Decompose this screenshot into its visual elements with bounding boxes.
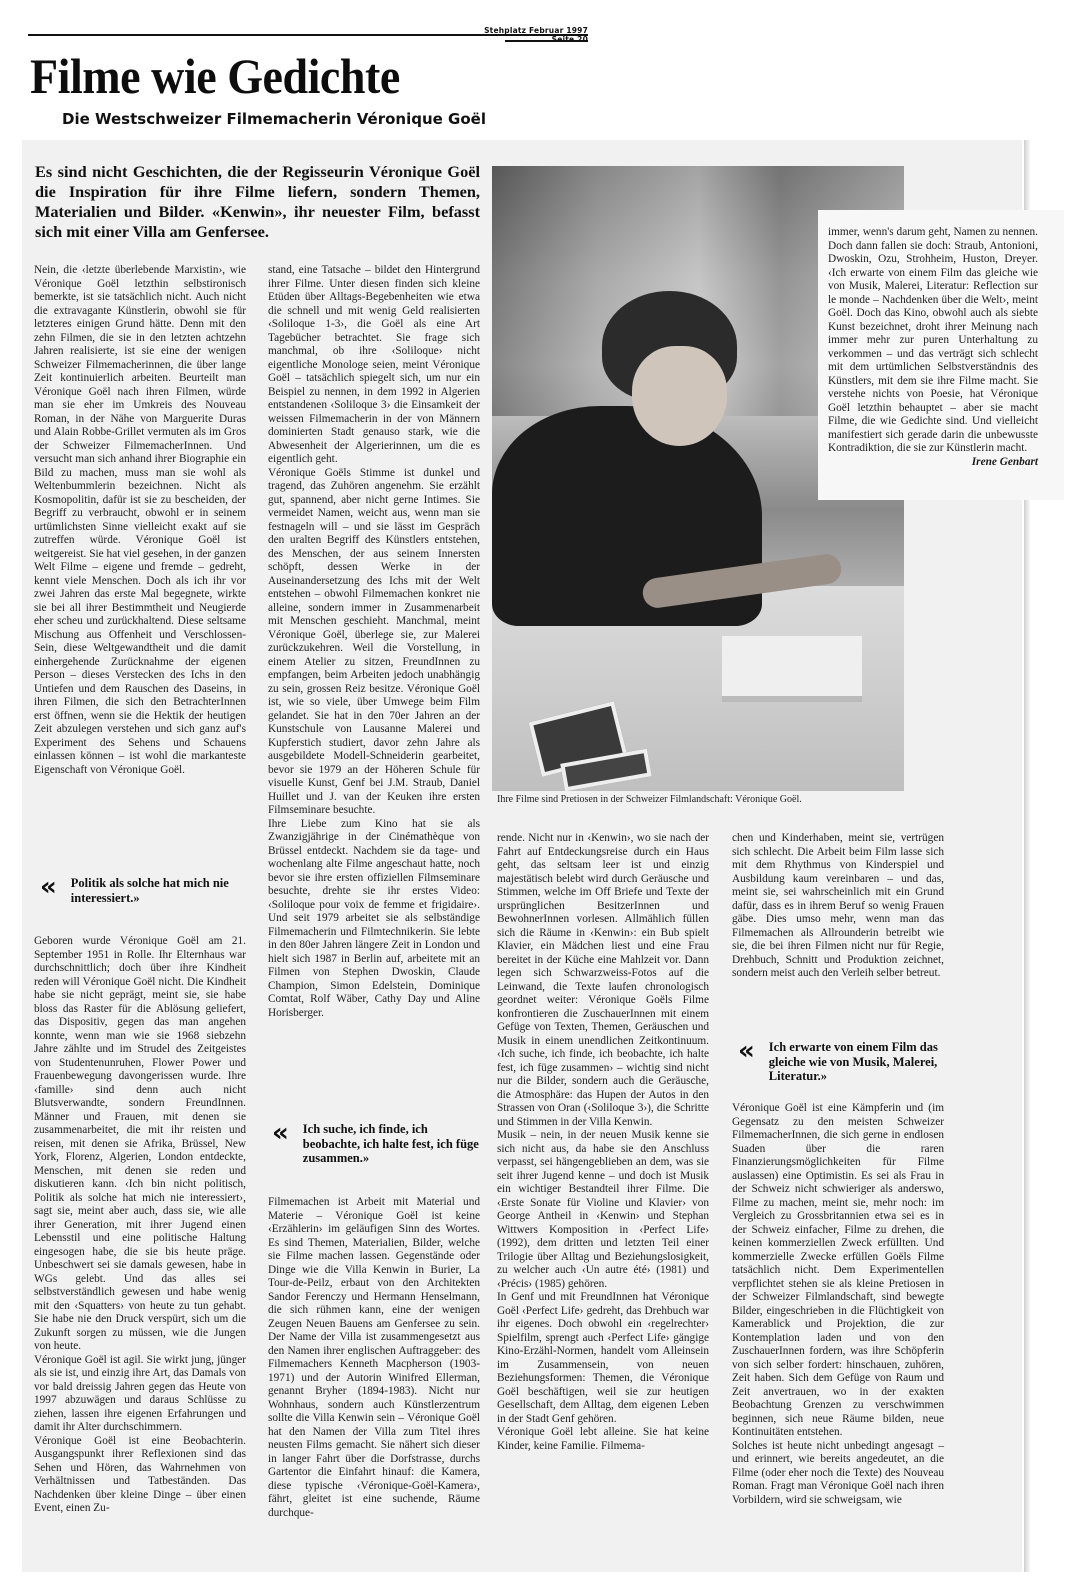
continuation-text <box>818 210 1038 468</box>
paragraph: Nein, die ‹letzte überlebende Marxistin›, wie Véronique Goël letzthin selbstironisch bemerkte, ist sie tatsächlich nicht. Auch nicht die extravagante Künstlerin, obwohl sie für letzteres einigen Grund hätte. Denn mit den zehn Filmen, die sie in den letzten achtzehn Jahren realisierte, ist sie eine der wenigen Schweizer Filmemacherinnen, die über lange Zeit kontinuierlich arbeiten. Beurteilt man Véronique Goël nach ihren Filmen, würde man sie eher im Umkreis des Nouveau Roman, in der Nähe von Marguerite Duras und Alain Robbe-Grillet vermuten als im Gros der Schweizer FilmemacherInnen. Und versucht man sich anhand ihrer Biographie ein Bild zu machen, muss man sie wohl als Weltenbummlerin bezeichnen. Nicht als Kosmopolitin, dafür ist sie zu bescheiden, der Begriff zu verbraucht, obwohl er in seinem urtümlichsten Sinne vielleicht exakt auf sie zutreffen würde. Véronique Goël ist weitgereist. Sie hat viel gesehen, in der ganzen Welt Filme – eigene und fremde – gedreht, kennt viele Menschen. Doch als ich ihr vor zwei Jahren das erste Mal begegnete, wirkte sie bei all ihrer Bestimmtheit und Neugierde eher scheu und zurückhaltend. Diese seltsame Mischung aus Offenheit und Verschlossen-Sein, diese Weltgewandtheit und die damit einhergehende Zurücknahme der eigenen Person – dieses Verstecken des Ichs in den Untiefen und dem Rauschen des Daseins, in ihren Filmen, die sich den BetrachterInnen erst öffnen, wenn sie die Hektik der heutigen Zeit abzulegen verstehen und sich ganz auf's Experiment des Sehens und Schauens einlassen können – ist wohl die markanteste Eigenschaft von Véronique Goël. <box>34 264 246 776</box>
photo-person-face <box>632 346 727 446</box>
column-4-top <box>732 832 944 981</box>
lead-paragraph: Es sind nicht Geschichten, die der Regisseurin Véronique Goël die Inspiration für ihre Filme liefern, sondern Themen, Materialien und Bilder. «Kenwin», ihr neuester Film, befasst sich mit einer Villa am Genfersee. <box>35 162 480 241</box>
column-2-top <box>268 264 480 1020</box>
paragraph: In Genf und mit FreundInnen hat Véronique Goël ‹Perfect Life› gedreht, das Drehbuch war ihr eigenes. Doch obwohl ein ‹regelrechter› Spielfilm, sprengt auch ‹Perfect Life› gängige Kino-Erzähl-Normen, handelt vom Alleinsein im Zusammensein, von neuen Beziehungsformen: Themen, die Véronique Goël beschäftigen, weil sie zur heutigen Gesellschaft, dem Alltag, dem eigenen Leben in der Stadt Genf gehören. <box>497 1291 709 1425</box>
paragraph: rende. Nicht nur in ‹Kenwin›, wo sie nach der Fahrt auf Entdeckungsreise durch ein Haus geht, das seltsam leer ist und einzig majestätisch belebt wird durch Geräusche und Stimmen, welche im Off Briefe und Texte der ursprünglichen BesitzerInnen und BewohnerInnen vorlesen. Allmählich füllen sich die Räume in ‹Kenwin›: ein Bub spielt Klavier, ein Mädchen liest und eine Frau bereitet in der Küche eine Mahlzeit vor. Dann legen sich Schwarzweiss-Fotos auf die Leinwand, die Texte laufen chronologisch geordnet weiter: Véronique Goëls Filme konfrontieren die ZuschauerInnen mit einem Gefüge von Texten, Themen, Geräuschen und Musik in einem unendlichen Zeitkontinuum. ‹Ich suche, ich finde, ich beobachte, ich halte fest, ich füge zusammen› – wichtig sind nicht nur die Bilder, sondern auch die Geräusche, die Atmosphäre: das Hupen der Autos in den Strassen von Oran (‹Soliloque 3›), die Schritte und Stimmen in der Villa Kenwin. <box>497 832 709 1128</box>
headline: Filme wie Gedichte <box>30 48 400 104</box>
paragraph: Véronique Goël ist eine Beobachterin. Ausgangspunkt ihrer Reflexionen sind das Sehen und Hören, das Wahrnehmen von Verhältnissen und Tatbeständen. Das Nachdenken über kleine Dinge – über einen Event, einen Zu- <box>34 1434 246 1514</box>
paragraph: Véronique Goël ist agil. Sie wirkt jung, jünger als sie ist, und einzig ihre Art, das Damals von vor bald dreissig Jahren gegen das Heute von 1997 abzuwägen und daraus Schlüsse zu ziehen, lassen ihre eigenen Erfahrungen und damit ihr Alter durchschimmern. <box>34 1353 246 1433</box>
photo-paper-stack <box>722 636 862 702</box>
continuation-box <box>818 210 1064 500</box>
paragraph: Filmemachen ist Arbeit mit Material und Materie – Véronique Goël ist keine ‹Erzählerin› im geläufigen Sinn des Wortes. Es sind Themen, Materialien, Bilder, welche sie Filme machen lassen. Gegenstände oder Dinge wie die Villa Kenwin in Burier, La Tour-de-Peilz, erbaut von den Architekten Sandor Ferenczy und Hermann Henselmann, die sich rühmen kann, eine der wenigen Zeugen Neuen Bauens am Genfersee zu sein. Der Name der Villa ist zusammengesetzt aus den Namen ihrer englischen Auftraggeber: des Filmemachers Kenneth Macpherson (1903-1971) und der Autorin Winifred Ellerman, genannt Bryher (1894-1983). Nicht nur Wohnhaus, sondern auch Künstlerzentrum sollte die Villa Kenwin sein – Véronique Goël hat den Namen der Villa zum Titel ihres neusten Films gemacht. Sie nähert sich dieser in langer Fahrt über die Dorfstrasse, durchs Gartentor die Einfahrt hinauf: die Kamera, diese typische ‹Véronique-Goël-Kamera›, fährt, gleitet ist eine suchende, Räume durchque- <box>268 1196 480 1519</box>
paragraph: chen und Kinderhaben, meint sie, vertrügen sich schlecht. Die Arbeit beim Film lasse sich mit dem Rhythmus von Kinderspiel und Ausbildung kaum vereinbaren – und das, meint sie, sei wahrscheinlich mit ein Grund dafür, dass es in ihrem Beruf so wenig Frauen gäbe. Dies umso mehr, wenn man das Filmemachen als Allrounderin betreibt wie sie, die bei ihren Filmen nicht nur für Regie, Drehbuch, Schnitt und Produktion zeichnet, sondern meist auch den Verleih selber betreut. <box>732 832 944 979</box>
author-byline: Irene Genbart <box>971 455 1038 468</box>
pull-quote-2 <box>272 1118 482 1166</box>
pull-quote-text: Ich suche, ich finde, ich beobachte, ich halte fest, ich füge zusammen.» <box>302 1122 479 1165</box>
paragraph: stand, eine Tatsache – bildet den Hintergrund ihrer Filme. Unter diesen finden sich kleine Etüden über Alltags-Begebenheiten wie etwa die schnell und mit wenig Geld realisierten ‹Soliloque 1-3›, die Goël als eine Art Tagebücher betrachtet. Sie frage sich manchmal, ob ihre ‹Soliloque› nicht eigentliche Monologe seien, meint Véronique Goël – tatsächlich spiegelt sich, um nur ein Beispiel zu nennen, in dem 1992 in Algerien entstandenen ‹Soliloque 3› die Einsamkeit der weissen Filmemacherin in der von Männern dominierten Stadt genauso stark, wie die Abwesenheit der Algerierinnen, um die es eigentlich geht. <box>268 264 480 465</box>
photo-caption: Ihre Filme sind Pretiosen in der Schweizer Filmlandschaft: Véronique Goël. <box>497 794 802 805</box>
column-1-top <box>34 264 246 777</box>
column-3 <box>497 832 709 1453</box>
pull-quote-text: Politik als solche hat mich nie interessiert.» <box>70 876 229 905</box>
column-1-bottom <box>34 935 246 1516</box>
paragraph: Solches ist heute nicht unbedingt angesagt – und erinnert, wie bereits angedeutet, an die Filme (oder eher noch die Texte) des Nouveau Roman. Fragt man Véronique Goël nach ihren Vorbildern, wird sie schweigsam, wie <box>732 1439 944 1506</box>
quote-mark-icon: « <box>40 872 57 902</box>
quote-mark-icon: « <box>738 1036 755 1066</box>
paragraph: Véronique Goël ist eine Kämpferin und (im Gegensatz zu den meisten Schweizer FilmemacherInnen, die sich gerne in endlosen Suaden über die raren Finanzierungsmöglichkeiten für Filme auslassen) eine Optimistin. Es sei als Frau in der Schweiz nicht schwieriger als anderswo, Filme zu machen, meint sie, mehr noch: im Vergleich zu Grossbritannien etwa sei es in der Schweiz einfacher, Filme zu drehen, die keinen kommerziellen Zweck erfüllten. Und kommerzielle Zwecke erfüllen Goëls Filme tatsächlich nicht. Dem Experimentellen verpflichtet stehen sie als kleine Pretiosen in der Schweizer Filmlandschaft, sind bewegte Bilder, eingeschrieben in die Flüchtigkeit von Kamerablick und Projektion, die zur Kontemplation laden und von den ZuschauerInnen fordern, was ihre Schöpferin von sich selber fordert: hinschauen, zuhören, Zeit haben. Sich dem Gefüge von Raum und Zeit anvertrauen, wo in der exakten Beobachtung Grenzen zu verschwimmen beginnen, sich neue Räume bilden, neue Kontinuitäten entstehen. <box>732 1102 944 1438</box>
quote-mark-icon: « <box>272 1118 289 1148</box>
paragraph: Véronique Goëls Stimme ist dunkel und tragend, das Zuhören angenehm. Sie erzählt gut, spannend, aber nicht gerne Intimes. Sie vermeidet Namen, weicht aus, wenn man sie festnageln will – und sie lässt im Gespräch den uralten Begriff des Künstlers entstehen, des Menschen, der aus seinem Innersten schöpft, dessen Werke in der Auseinandersetzung des Ichs mit der Welt entstehen – obwohl Filmemachen konkret nie alleine, sondern immer in Zusammenarbeit mit Menschen geschieht. Manchmal, meint Véronique Goël, überlege sie, zur Malerei zurückzukehren. Weil die Vorstellung, in einem Atelier zu sitzen, FreundInnen zu empfangen, beim Arbeiten jedoch unabhängig zu sein, grossen Reiz besitze. Véronique Goël ist, wie so viele, über Umwege beim Film gelandet. Sie hat in den 70er Jahren an der Kunstschule von Lausanne Malerei und Kupferstich studiert, davor zehn Jahre als ausgebildete Modell-Schneiderin gearbeitet, bevor sie 1979 an der Höheren Schule für visuelle Kunst, Genf bei J.M. Straub, Daniel Huillet und J. van der Keuken ihre ersten Filmseminare besuchte. <box>268 466 480 816</box>
paragraph: Geboren wurde Véronique Goël am 21. September 1951 in Rolle. Ihr Elternhaus war durchschnittlich; doch über ihre Kindheit reden will Véronique Goël nicht. Die Kindheit habe sie nicht geprägt, meint sie, sie habe bloss das Raster für die Ablösung geliefert, das Dispositiv, gegen das man angehen konnte, wenn man wie sie 1968 siebzehn Jahre zählte und im Strudel des Zeitgeistes von Studentenunruhen, Flower Power und Frauenbewegung davongerissen wurde. Ihre ‹famille› sind denn auch nicht Blutsverwandte, sondern FreundInnen. Männer und Frauen, mit denen sie zusammenarbeitet, die mit ihr reisten und reisen, mit denen sie Afrika, Brüssel, New York, Florenz, Algerien, London entdeckte, Menschen, mit denen sie reden und diskutieren kann. ‹Ich bin nicht politisch, Politik als solche hat mich nie interessiert›, sagt sie, meint aber auch, dass sie, wie alle ihrer Generation, mit ihrer Jugend einen Lebensstil und eine politische Haltung eingesogen habe, die sie bis heute präge. Unbeschwert sei sie damals gewesen, habe in WGs gelebt. Und das alles sei selbstverständlich gewesen und habe wenig mit den ‹Squatters› von heute zu tun gehabt. Sie habe nie den Druck verspürt, sich um die Zukunft sorgen zu müssen, wie die Jungen von heute. <box>34 935 246 1352</box>
pull-quote-3 <box>738 1036 953 1084</box>
pull-quote-1 <box>40 872 250 905</box>
subheadline: Die Westschweizer Filmemacherin Véronique Goël <box>62 110 486 128</box>
paragraph: Véronique Goël lebt alleine. Sie hat keine Kinder, keine Familie. Filmema- <box>497 1426 709 1452</box>
column-2-bottom <box>268 1196 480 1520</box>
issue-meta: Stehplatz Februar 1997 Seite 20 <box>484 26 588 44</box>
paragraph: Musik – nein, in der neuen Musik kenne sie sich nicht aus, da habe sie den Anschluss verpasst, sei hängengeblieben an dem, was sie seit ihrer Jugend kenne – und doch ist Musik ein wichtiger Bestandteil ihrer Filme. Die ‹Erste Sonate für Violine und Klavier› von George Antheil in ‹Kenwin› und Stephan Wittwers Komposition in ‹Perfect Life› (1992), dem dritten und letzten Teil einer Trilogie über Alltag und Beziehungslosigkeit, zu welcher auch ‹Un autre été› (1981) und ‹Précis› (1985) gehören. <box>497 1129 709 1290</box>
pull-quote-text: Ich erwarte von einem Film das gleiche wie von Musik, Malerei, Literatur.» <box>768 1040 938 1083</box>
column-4-bottom <box>732 1102 944 1507</box>
paragraph: Ihre Liebe zum Kino hat sie als Zwanzigjährige in der Cinémathèque von Brüssel entdeckt. Nachdem sie da tage- und wochenlang alte Filme angeschaut hatte, noch bevor sie ihre ersten offiziellen Filmseminare besuchte, drehte sie ihr erstes Video: ‹Soliloque pour voix de femme et frigidaire›. Und seit 1979 arbeitet sie als selbständige Filmemacherin und Filmtechnikerin. Sie lebte in den 80er Jahren längere Zeit in London und hielt sich 1987 in Berlin auf, arbeitete mit an Filmen von Stephen Dwoskin, Claude Champion, Simon Edelstein, Dominique Comtat, Rolf Wäber, Cathy Day und Aline Horisberger. <box>268 817 480 1019</box>
paragraph: immer, wenn's darum geht, Namen zu nennen. Doch dann fallen sie doch: Straub, Antonioni, Dwoskin, Ozu, Strohheim, Huston, Dreyer. ‹Ich erwarte von einem Film das gleiche wie von Musik, Malerei, Literatur: Reflection sur le monde – Nachdenken über die Welt›, meint Goël. Doch das Kino, obwohl auch als siebte Kunst bezeichnet, droht ihrer Meinung nach immer mehr zur puren Unterhaltung zu verkommen – und das verträgt sich schlecht mit dem urtümlichen Selbstverständnis des Künstlers, mit dem sie ihre Filme macht. Sie verstehe nichts von Poesie, hat Véronique Goël letzthin behauptet – aber sie macht Filme, die wie Gedichte sind. Und vielleicht manifestiert sich gerade darin die unbewusste Kontradiktion, die sie zur Künstlerin macht. <box>828 226 1038 454</box>
